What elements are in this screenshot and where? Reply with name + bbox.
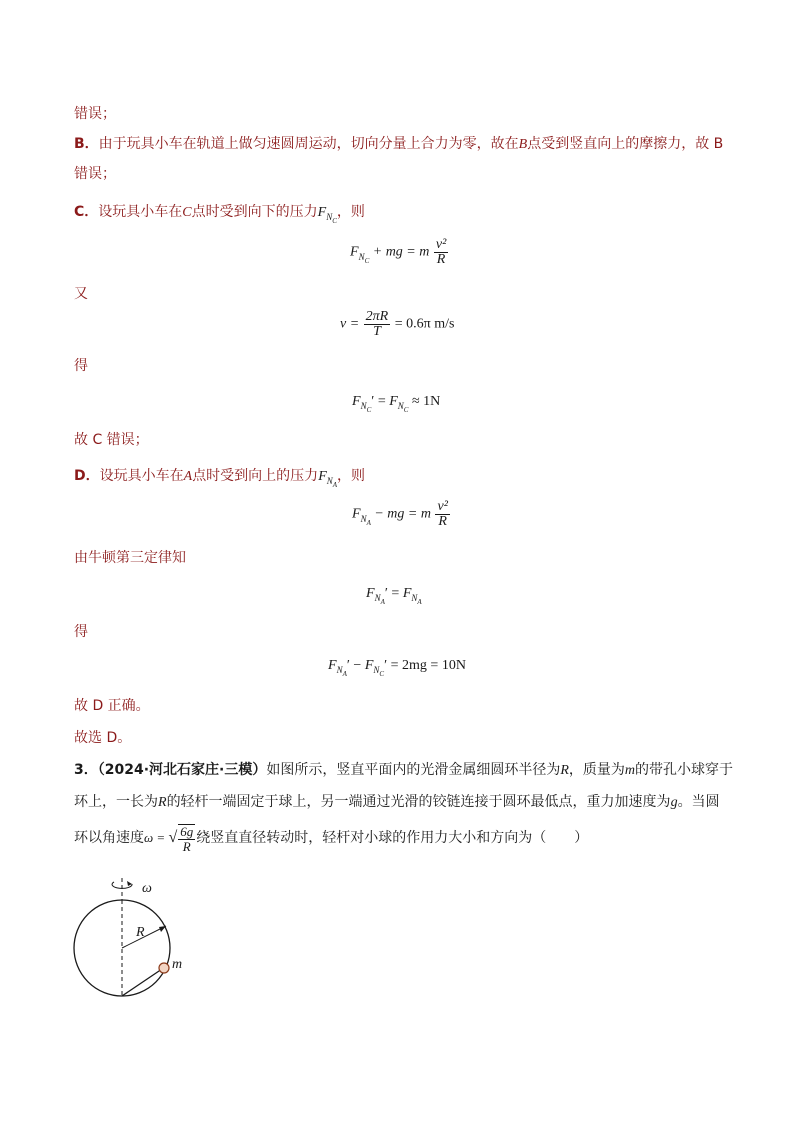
fraction: $\frac{\text{v²}}{R}$ [435, 237, 447, 267]
text-line [74, 548, 186, 568]
text: 的带孔小球穿于 [635, 762, 734, 778]
text: 错误； [74, 166, 116, 182]
question-3-line1 [74, 760, 733, 781]
question-3-line3 [74, 824, 588, 854]
text-line [74, 622, 88, 642]
text: 故 C 错误； [74, 432, 149, 448]
text: 点时受到向上的压力 [192, 468, 319, 484]
text: 错误； [74, 106, 116, 122]
r-label: R [136, 925, 145, 940]
option-letter: D． [74, 468, 100, 484]
text-line [74, 696, 150, 716]
variable: R [560, 763, 569, 778]
radius-arrow-head [159, 926, 166, 932]
text: ，质量为 [568, 762, 625, 778]
text-line [74, 284, 88, 304]
text: 故选 D。 [74, 730, 132, 746]
question-3-line2 [74, 792, 720, 813]
text-line [74, 728, 131, 748]
equation-2: v = $\frac{2\pi R}{T}$ = 0.6π m/s [340, 309, 455, 339]
text: 如图所示，竖直平面内的光滑金属细圆环半径为 [266, 762, 561, 778]
option-b-line1 [74, 134, 723, 155]
text: ，则 [337, 468, 366, 484]
question-number: 3． [74, 762, 98, 778]
fraction: $\frac{\text{v²}}{R}$ [437, 499, 448, 529]
text: 的轻杆一端固定于球上，另一端通过光滑的铰链连接于圆环最低点，重力加速度为 [166, 794, 671, 810]
symbol-fnc: $F_{N_C}$ [317, 205, 337, 225]
ball [159, 963, 169, 973]
text: 故 D 正确。 [74, 698, 150, 714]
symbol-fna: $F_{N_A}$ [318, 469, 338, 489]
equation-5: $F_{N_A}' = F_{N_A}$ [366, 586, 422, 606]
text: 由牛顿第三定律知 [74, 550, 186, 566]
text: 环上，一长为 [74, 794, 158, 810]
text: 设玩具小车在 [99, 468, 184, 484]
text: 环以角速度 [74, 829, 144, 846]
option-c-line [74, 202, 365, 231]
rotation-arrow-head [127, 881, 132, 886]
variable: A [183, 469, 193, 484]
text-line [74, 356, 88, 376]
equation-1: $F_{N_C}$ + mg = m $\frac{\text{v²}}{R}$ [350, 237, 447, 267]
equation-3: $F_{N_C}' = F_{N_C} \approx 1N$ [352, 394, 441, 414]
text: 由于玩具小车在轨道上做匀速圆周运动，切向分量上合力为零，故在 [98, 136, 519, 152]
option-b-line2 [74, 164, 116, 184]
text: 又 [74, 286, 88, 302]
variable: g [670, 795, 678, 810]
omega-label: ω [142, 881, 152, 896]
variable: m [624, 763, 636, 778]
question-source: （2024·河北石家庄·三模） [97, 762, 267, 778]
text: 得 [74, 358, 88, 374]
text: 绕竖直直径转动时，轻杆对小球的作用力大小和方向为（ ） [196, 829, 589, 846]
text: 点受到竖直向上的摩擦力，故 B [527, 136, 724, 152]
m-label: m [172, 957, 183, 972]
variable: C [182, 205, 192, 220]
text: 得 [74, 624, 88, 640]
option-letter: C． [74, 204, 99, 220]
option-d-line [74, 466, 365, 495]
variable: B [518, 137, 528, 152]
text: ，则 [336, 204, 365, 220]
option-letter: B． [74, 136, 99, 152]
fraction: $\frac{2\pi R}{T}$ [365, 309, 389, 339]
text: 点时受到向下的压力 [191, 204, 318, 220]
text-line [74, 104, 116, 124]
variable: R [158, 795, 167, 810]
omega-expression: ω = √ $\frac{6g}{R}$ [144, 824, 194, 854]
text-line [74, 430, 149, 450]
text: 设玩具小车在 [98, 204, 183, 220]
text: 。当圆 [677, 794, 720, 810]
equation-4: $F_{N_A}$ − mg = m $\frac{\text{v²}}{R}$ [352, 499, 448, 529]
equation-6: $F_{N_A}' - F_{N_C}' = 2mg = 10N$ [328, 658, 466, 678]
ring-figure [66, 866, 206, 1006]
